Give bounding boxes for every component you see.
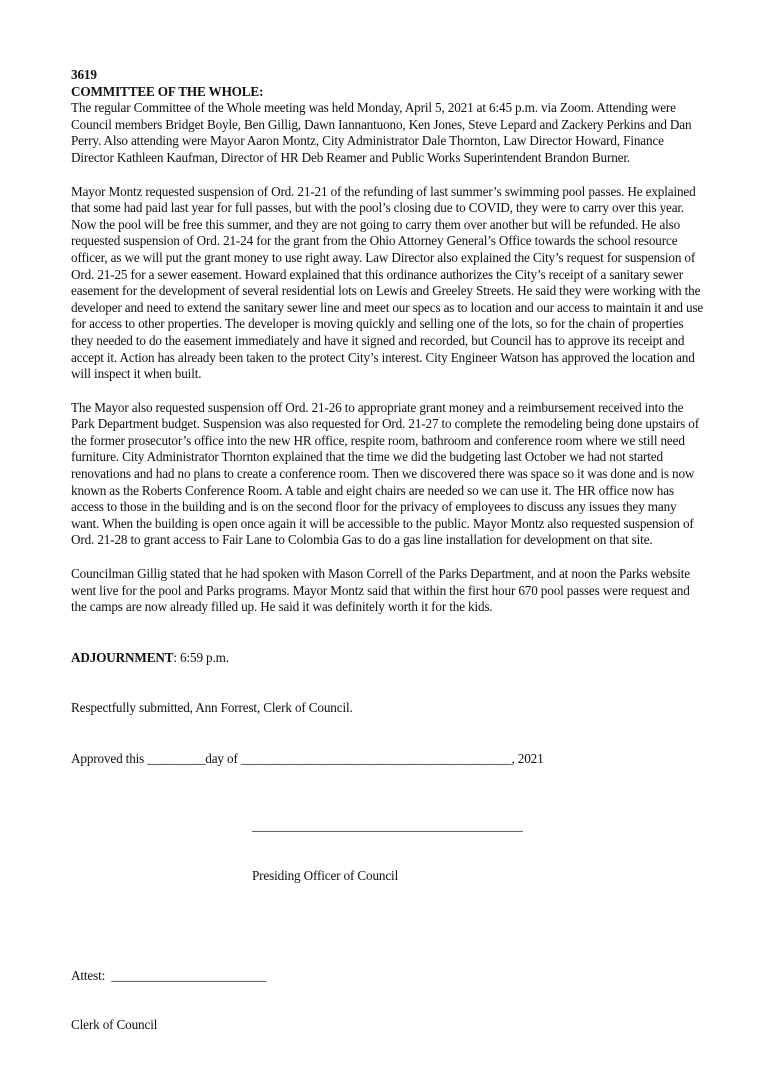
- body-paragraph-2: The Mayor also requested suspension off Ord. 21-26 to appropriate grant money and a reimbursement received into the Park Department budget. Suspension was also requested for Ord. 21-27 to complete the remodeling being done upstairs of the former prosecutor’s office into the new HR office, respite room, bathroom and conference room where we still need furniture. City Administrator Thornton explained that the time we did the budgeting last October we had not started renovations and had no plans to create a conference room. Then we discovered there was space so it was done and is now known as the Roberts Conference Room. A table and eight chairs are needed so we can use it. The HR office now has access to those in the building and is on the second floor for the privacy of employees to discuss any issues they many want. When the building is open once again it will be accessible to the public. Mayor Montz also requested suspension of Ord. 21-28 to grant access to Fair Lane to Colombia Gas to do a gas line installation for development on that site.: [71, 399, 699, 548]
- section-heading: COMMITTEE OF THE WHOLE:: [71, 83, 264, 99]
- body-paragraph-3: Councilman Gillig stated that he had spoken with Mason Correll of the Parks Department, and at noon the Parks website went live for the pool and Parks programs. Mayor Montz said that within the first hour 670 pool passes were request and the camps are now already filled up. He said it was definitely worth it for the kids.: [71, 566, 690, 615]
- presiding-signature-block: [252, 785, 707, 918]
- adjournment-line: [71, 650, 707, 667]
- respectfully-submitted: Respectfully submitted, Ann Forrest, Clerk of Council.: [71, 700, 353, 716]
- presiding-officer-label: Presiding Officer of Council: [252, 867, 399, 883]
- intro-paragraph: The regular Committee of the Whole meeting was held Monday, April 5, 2021 at 6:45 p.m. via Zoom. Attending were Council members Bridget Boyle, Ben Gillig, Dawn Iannantuono, Ken Jones, Steve Lepard and Zackery Perkins and Dan Perry. Also attending were Mayor Aaron Montz, City Administrator Dale Thornton, Law Director Howard, Finance Director Kathleen Kaufman, Director of HR Deb Reamer and Public Works Superintendent Brandon Burner.: [71, 100, 692, 165]
- adjournment-time: : 6:59 p.m.: [173, 649, 229, 665]
- attest-block: [71, 934, 707, 1067]
- presiding-signature-line: __________________________________________: [252, 817, 523, 833]
- attest-line: Attest: ________________________: [71, 967, 267, 983]
- approved-line: Approved this _________day of __________________________________________, 2021: [71, 751, 544, 766]
- page-number: 3619: [71, 67, 97, 82]
- minutes-body: [71, 67, 707, 1067]
- clerk-label: Clerk of Council: [71, 1017, 158, 1033]
- adjournment-label: ADJOURNMENT: [71, 649, 174, 665]
- body-paragraph-1: Mayor Montz requested suspension of Ord. 21-21 of the refunding of last summer’s swimming pool passes. He explained that some had paid last year for full passes, but with the pool’s closing due to COVID, they were to carry over this year. Now the pool will be free this summer, and they are not going to carry them over another but will be refunded. He also requested suspension of Ord. 21-24 for the grant from the Ohio Attorney General’s Office towards the school resource officer, as we will put the grant money to use right away. Law Director also explained the City’s request for suspension of Ord. 21-25 for a sewer easement. Howard explained that this ordinance authorizes the City’s receipt of a sanitary sewer easement for the development of several residential lots on Lewis and Greeley Streets. He said they were working with the developer and need to extend the sanitary sewer line and meet our specs as to location and our access to maintain it and use for access to other properties. The developer is moving quickly and selling one of the lots, so for the chain of properties they needed to do the easement immediately and have it signed and recorded, but Council has to approve its receipt and accept it. Action has already been taken to the protect City’s interest. City Engineer Watson has approved the location and will inspect it when built.: [71, 183, 704, 382]
